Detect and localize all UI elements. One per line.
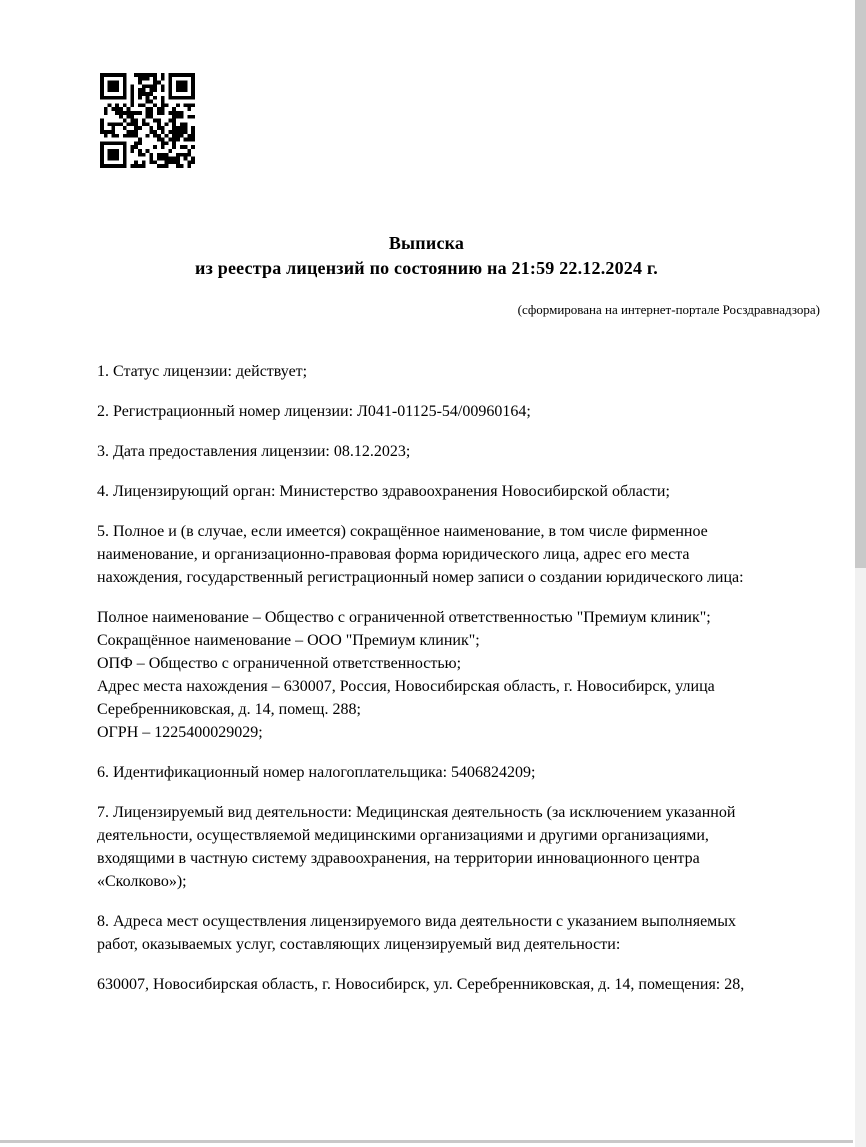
text-line: ОПФ – Общество с ограниченной ответственностью; bbox=[97, 655, 462, 672]
paragraph-org-names-intro bbox=[97, 520, 813, 589]
paragraph-activity-address bbox=[97, 973, 813, 996]
paragraph-activity-addresses-intro bbox=[97, 910, 813, 956]
text-line: 4. Лицензирующий орган: Министерство здравоохранения Новосибирской области; bbox=[97, 483, 670, 500]
text-line: 6. Идентификационный номер налогоплательщика: 5406824209; bbox=[97, 764, 536, 781]
text-line: деятельности, осуществляемой медицинскими организациями и другими организациями, bbox=[97, 827, 709, 844]
text-line: Адрес места нахождения – 630007, Россия, Новосибирская область, г. Новосибирск, улица bbox=[97, 678, 715, 695]
paragraph-grant-date bbox=[97, 440, 813, 463]
document-body bbox=[97, 360, 813, 1013]
text-line: ОГРН – 1225400029029; bbox=[97, 724, 263, 741]
text-line: 5. Полное и (в случае, если имеется) сокращённое наименование, в том числе фирменное bbox=[97, 523, 708, 540]
paragraph-license-status bbox=[97, 360, 813, 383]
text-line: работ, оказываемых услуг, составляющих лицензируемый вид деятельности: bbox=[97, 936, 621, 953]
text-line: Серебренниковская, д. 14, помещ. 288; bbox=[97, 701, 361, 718]
text-line: наименование, и организационно-правовая форма юридического лица, адрес его места bbox=[97, 546, 690, 563]
paragraph-licensed-activity bbox=[97, 801, 813, 893]
title-line-1: Выписка bbox=[388, 233, 465, 253]
text-line: 7. Лицензируемый вид деятельности: Медицинская деятельность (за исключением указанной bbox=[97, 804, 736, 821]
text-line: 2. Регистрационный номер лицензии: Л041-01125-54/00960164; bbox=[97, 403, 531, 420]
text-line: 1. Статус лицензии: действует; bbox=[97, 363, 308, 380]
title-line-2: из реестра лицензий по состоянию на 21:59 22.12.2024 г. bbox=[195, 258, 658, 278]
paragraph-registration-number bbox=[97, 400, 813, 423]
text-line: Полное наименование – Общество с ограниченной ответственностью "Премиум клиник"; bbox=[97, 609, 711, 626]
text-line: 8. Адреса мест осуществления лицензируемого вида деятельности с указанием выполняемых bbox=[97, 913, 737, 930]
scrollbar-track[interactable] bbox=[855, 0, 866, 1147]
text-line: 3. Дата предоставления лицензии: 08.12.2023; bbox=[97, 443, 411, 460]
text-line: нахождения, государственный регистрационный номер записи о создании юридического лица: bbox=[97, 569, 744, 586]
paragraph-licensing-authority bbox=[97, 480, 813, 503]
text-line: входящими в частную систему здравоохранения, на территории инновационного центра bbox=[97, 850, 700, 867]
page-subtitle: (сформирована на интернет-портале Росздравнадзора) bbox=[517, 302, 820, 317]
text-line: «Сколково»); bbox=[97, 873, 187, 890]
page-bottom-edge bbox=[0, 1140, 853, 1143]
paragraph-taxpayer-number bbox=[97, 761, 813, 784]
scrollbar-thumb[interactable] bbox=[855, 0, 866, 568]
paragraph-org-details bbox=[97, 606, 813, 744]
qr-code-icon bbox=[100, 73, 195, 168]
page-title bbox=[0, 231, 853, 281]
text-line: Сокращённое наименование – ООО "Премиум клиник"; bbox=[97, 632, 480, 649]
text-line: 630007, Новосибирская область, г. Новосибирск, ул. Серебренниковская, д. 14, помещения: 28, bbox=[97, 976, 745, 993]
